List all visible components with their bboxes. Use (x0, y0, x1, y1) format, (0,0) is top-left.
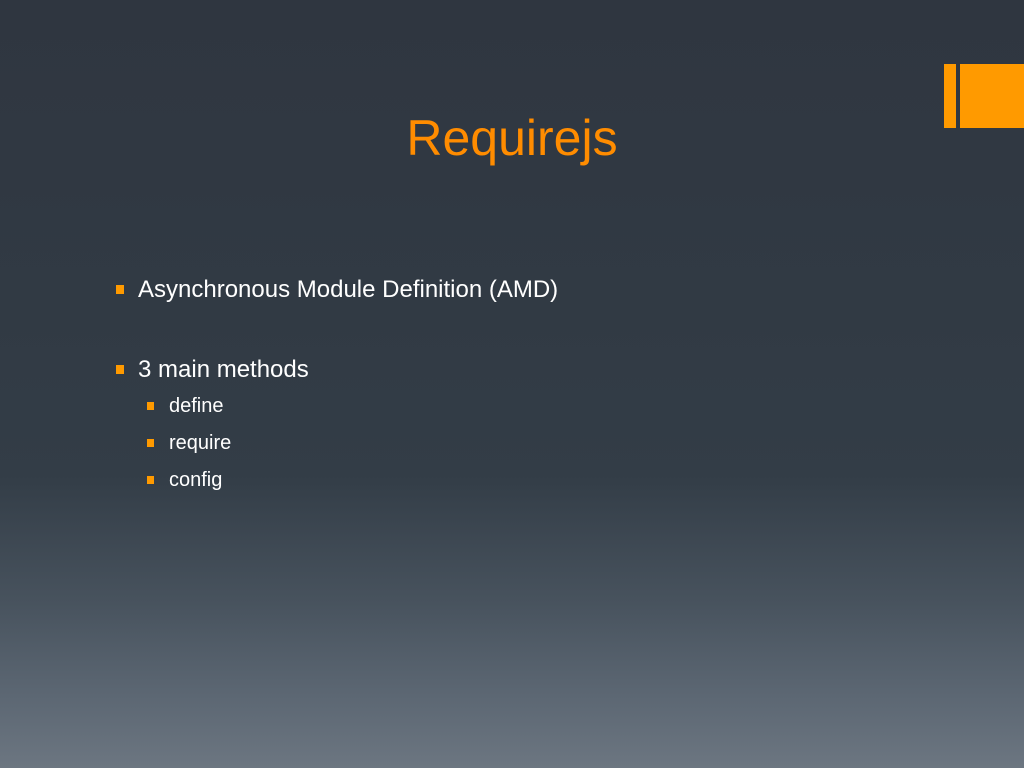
sub-bullet-item (147, 462, 976, 499)
square-bullet-icon (147, 439, 154, 447)
slide-title: Requirejs (406, 110, 618, 166)
sub-bullet-item (147, 388, 976, 425)
square-bullet-icon (116, 285, 124, 294)
sub-bullet-text: define (169, 395, 224, 417)
square-bullet-icon (116, 365, 124, 374)
bullet-text: 3 main methods (138, 356, 309, 383)
square-bullet-icon (147, 402, 154, 410)
square-bullet-icon (147, 476, 154, 484)
sub-bullet-text: config (169, 469, 223, 491)
bullet-text: Asynchronous Module Definition (AMD) (138, 276, 559, 303)
sub-bullet-text: require (169, 432, 232, 454)
bullet-item (116, 352, 976, 388)
bullet-item (116, 272, 976, 308)
slide-body (116, 272, 976, 499)
sub-bullet-item (147, 425, 976, 462)
